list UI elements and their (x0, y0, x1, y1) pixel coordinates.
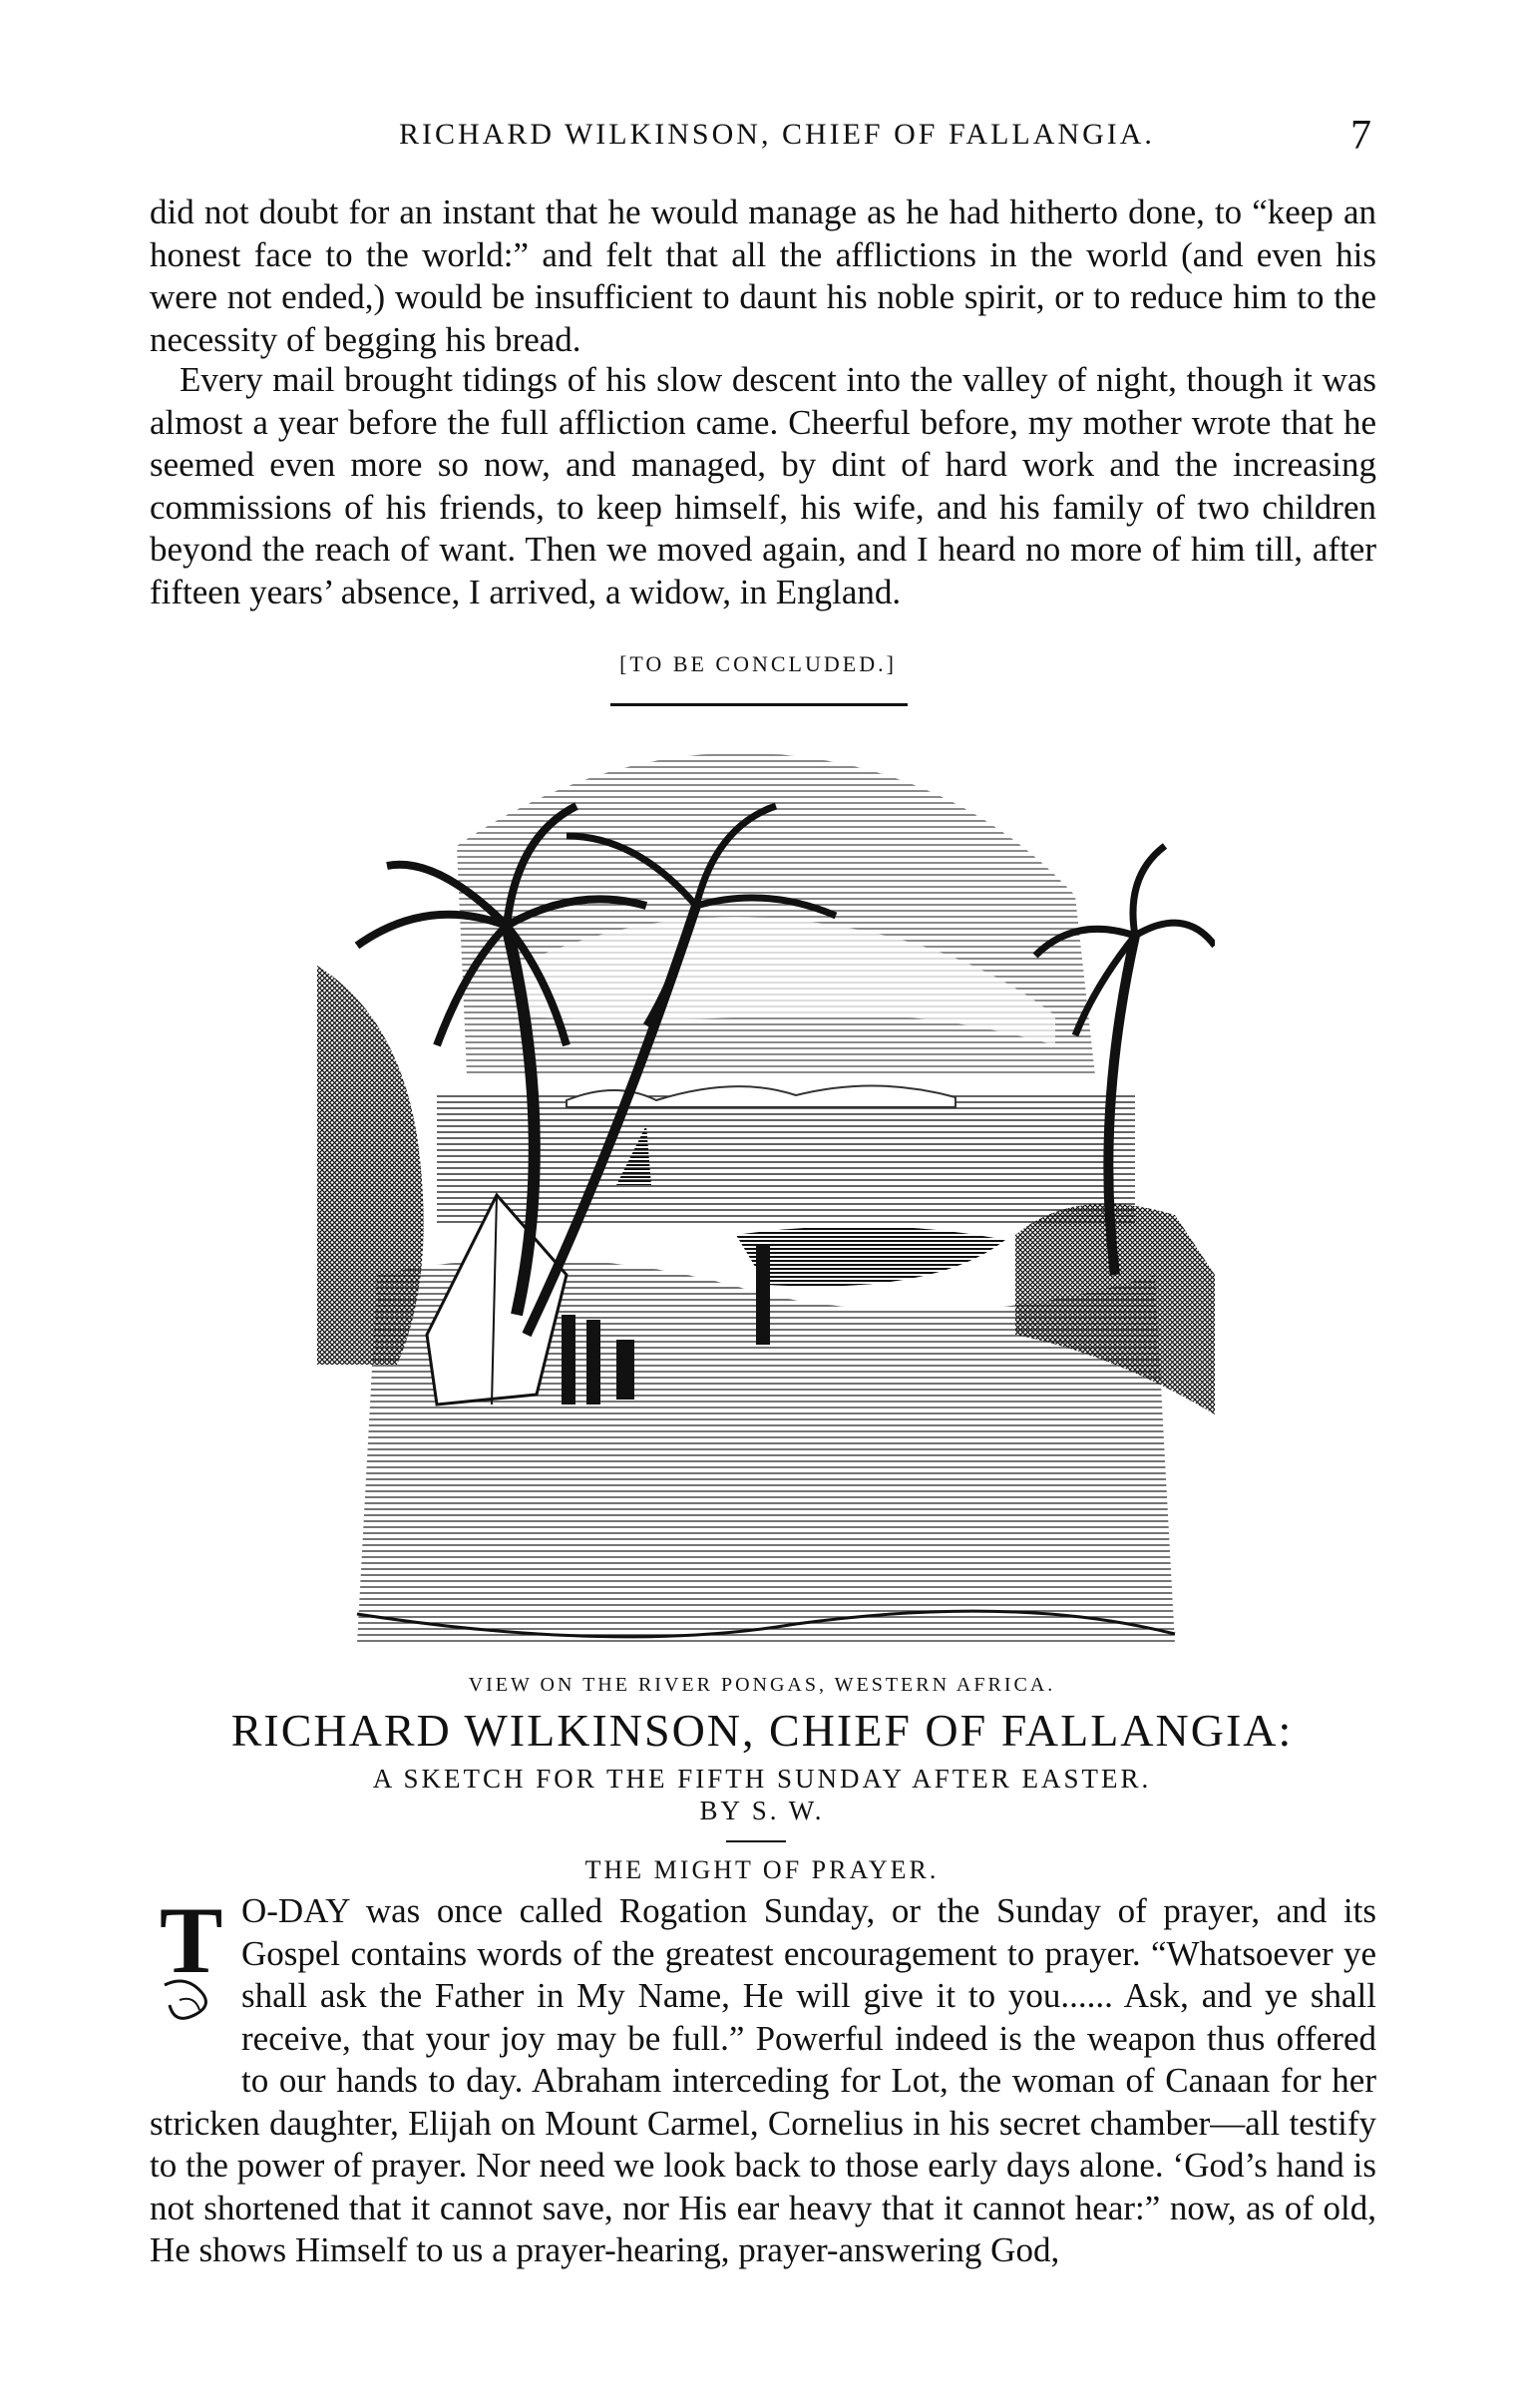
divider-rule (610, 703, 908, 706)
river-engraving (317, 716, 1215, 1666)
illustration-caption: VIEW ON THE RIVER PONGAS, WESTERN AFRICA. (468, 1674, 1056, 1696)
river-water (437, 1095, 1135, 1225)
figure-4 (756, 1245, 770, 1345)
article-body-text: O-DAY was once called Rogation Sunday, or the Sunday of prayer, and its Gospel contains words of the greatest encouragement to prayer. “Whatsoever ye shall ask the Father in My Name, He will give it to you...... Ask, and ye shall receive, that your joy may be full.” Powerful indeed is the weapon thus offered to our hands to day. Abraham interceding for Lot, the woman of Canaan for her stricken daughter, Elijah on Mount Carmel, Cornelius in his secret chamber—all testify to the power of prayer. Nor need we look back to those early days alone. ‘God’s hand is not shortened that it cannot save, nor His ear heavy that it cannot hear:” now, as of old, He shows Himself to us a prayer-hearing, prayer-answering God, (150, 1891, 1376, 2269)
story-paragraph-1: did not doubt for an instant that he would manage as he had hitherto done, to “keep an honest face to the world:” and felt that all the afflictions in the world (and even his were not ended,) would be insufficient to daunt his noble spirit, or to reduce him to the necessity of begging his bread. (150, 193, 1376, 359)
article-byline: BY S. W. (699, 1796, 825, 1825)
article-subtitle: A SKETCH FOR THE FIFTH SUNDAY AFTER EASTER. (372, 1764, 1152, 1794)
canoe (736, 1226, 1005, 1286)
article-title: RICHARD WILKINSON, CHIEF OF FALLANGIA: (230, 1705, 1294, 1756)
story-paragraph-2: Every mail brought tidings of his slow descent into the valley of night, though it was almost a year before the full affliction came. Cheerful before, my mother wrote that he seemed even more so now, and managed, by dint of hard work and the increasing commissions of his friends, to keep himself, his wife, and his family of two children beyond the reach of want. Then we moved again, and I heard no more of him till, after fifteen years’ absence, I arrived, a widow, in England. (150, 360, 1376, 611)
short-divider-rule (726, 1840, 786, 1842)
running-head (150, 113, 1371, 168)
svg-text:T: T (160, 1890, 223, 1993)
figure-2 (586, 1320, 600, 1405)
figure-1 (562, 1315, 575, 1405)
article-body (150, 1890, 1376, 2272)
figure-3 (616, 1340, 634, 1400)
page-number: 7 (1350, 113, 1371, 159)
running-title: RICHARD WILKINSON, CHIEF OF FALLANGIA. (399, 118, 1155, 151)
section-heading: THE MIGHT OF PRAYER. (584, 1855, 940, 1884)
to-be-concluded-note: [TO BE CONCLUDED.] (619, 651, 897, 676)
foliage-left (317, 966, 424, 1365)
